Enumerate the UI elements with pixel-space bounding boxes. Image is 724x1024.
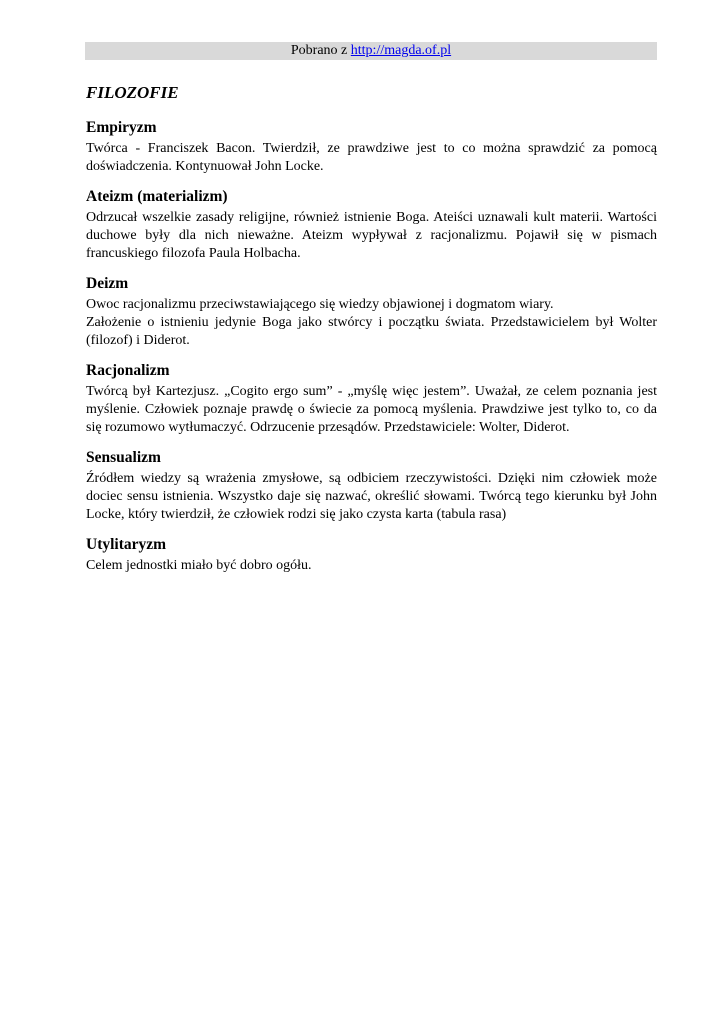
section-body	[86, 296, 657, 350]
section-body	[86, 470, 657, 524]
section-paragraph: Źródłem wiedzy są wrażenia zmysłowe, są odbiciem rzeczywistości. Dzięki nim człowiek może dociec sensu istnienia. Wszystko daje się nazwać, określić słowami. Twórcą tego kierunku był John Locke, który twierdził, że człowiek rodzi się jako czysta karta (tabula rasa)	[86, 471, 657, 522]
section-paragraph: Celem jednostki miało być dobro ogółu.	[86, 558, 312, 573]
section-heading: Deizm	[86, 275, 129, 292]
section-heading: Utylitaryzm	[86, 536, 167, 553]
section-body	[86, 383, 657, 437]
section-deizm	[86, 274, 657, 350]
source-link[interactable]: http://magda.of.pl	[350, 43, 452, 58]
section-heading: Racjonalizm	[86, 362, 170, 379]
header-prefix: Pobrano z	[290, 43, 351, 58]
section-body	[86, 140, 657, 176]
section-ateizm	[86, 187, 657, 263]
section-paragraph: Twórca - Franciszek Bacon. Twierdził, ze prawdziwe jest to co można sprawdzić za pomocą doświadczenia. Kontynuował John Locke.	[86, 141, 657, 174]
section-paragraph: Owoc racjonalizmu przeciwstawiającego się wiedzy objawionej i dogmatom wiary.	[86, 297, 554, 312]
section-heading: Sensualizm	[86, 449, 161, 466]
document-title: FILOZOFIE	[86, 83, 179, 102]
section-racjonalizm	[86, 361, 657, 437]
section-sensualizm	[86, 448, 657, 524]
section-paragraph: Twórcą był Kartezjusz. „Cogito ergo sum” - „myślę więc jestem”. Uważał, ze celem poznania jest myślenie. Człowiek poznaje prawdę o świecie za pomocą myślenia. Prawdziwe jest tylko to, co da się rozumowo wytłumaczyć. Odrzucenie przesądów. Przedstawiciele: Wolter, Diderot.	[86, 384, 657, 435]
download-source-header	[85, 42, 657, 60]
section-body	[86, 209, 657, 263]
section-paragraph: Założenie o istnieniu jedynie Boga jako stwórcy i początku świata. Przedstawicielem był Wolter (filozof) i Diderot.	[86, 315, 657, 348]
section-body	[86, 557, 657, 575]
section-heading: Ateizm (materializm)	[86, 188, 228, 205]
section-empiryzm	[86, 118, 657, 176]
section-utylitaryzm	[86, 535, 657, 575]
section-heading: Empiryzm	[86, 119, 157, 136]
document-content	[86, 82, 657, 586]
section-paragraph: Odrzucał wszelkie zasady religijne, również istnienie Boga. Ateiści uznawali kult materii. Wartości duchowe były dla nich nieważne. Ateizm wypływał z racjonalizmu. Pojawił się w pismach francuskiego filozofa Paula Holbacha.	[86, 210, 657, 261]
